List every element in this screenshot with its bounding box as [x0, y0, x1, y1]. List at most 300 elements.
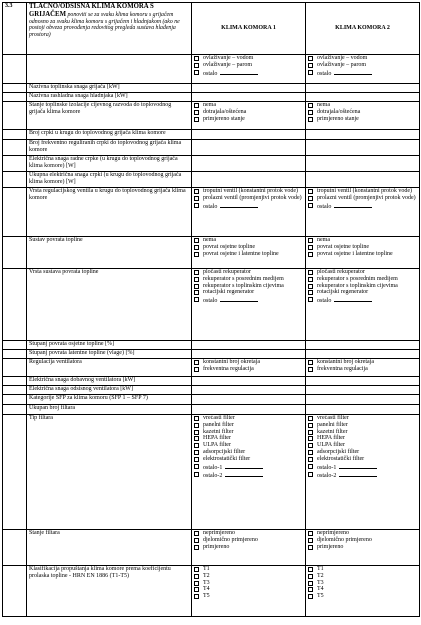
checkbox-option[interactable]: [194, 269, 303, 276]
checkbox-icon[interactable]: [308, 416, 313, 421]
table-row: [3, 405, 420, 415]
checkbox-icon[interactable]: [308, 581, 313, 586]
option-label: povrat osjetne i latentne topline: [203, 250, 279, 257]
header-row: [3, 3, 420, 55]
checkbox-icon[interactable]: [308, 367, 313, 372]
row-label: Broj frekventno reguliranih crpki do toplovodnog grijača klima komore: [27, 140, 192, 156]
option-label: nema: [203, 102, 216, 108]
checkbox-option[interactable]: [308, 188, 417, 195]
checkbox-option[interactable]: [194, 530, 303, 537]
checkbox-option[interactable]: [308, 244, 417, 251]
checkbox-option[interactable]: [194, 415, 303, 422]
checkbox-icon[interactable]: [308, 117, 313, 122]
option-label: primjereno stanje: [317, 115, 359, 122]
checkbox-option[interactable]: [194, 244, 303, 251]
option-label: T5: [203, 593, 210, 600]
checkbox-icon[interactable]: [194, 290, 199, 295]
checkbox-icon[interactable]: [194, 70, 199, 75]
checkbox-option[interactable]: [194, 573, 303, 580]
option-label: T4: [203, 586, 210, 593]
options-cell-klima-komora-1: [192, 386, 306, 395]
checkbox-icon[interactable]: [308, 103, 313, 108]
option-label: panelni filter: [317, 421, 348, 428]
option-label: ostalo: [203, 202, 303, 211]
checkbox-icon[interactable]: [308, 290, 313, 295]
checkbox-option[interactable]: [308, 289, 417, 296]
checkbox-icon[interactable]: [308, 472, 313, 477]
checkbox-icon[interactable]: [194, 103, 199, 108]
table-row: [3, 102, 420, 130]
option-label: HEPA filter: [317, 435, 345, 442]
checkbox-option[interactable]: [194, 566, 303, 573]
checkbox-icon[interactable]: [194, 538, 199, 543]
checkbox-icon[interactable]: [194, 203, 199, 208]
checkbox-option[interactable]: [194, 55, 303, 62]
option-label: HEPA filter: [203, 435, 231, 442]
checkbox-option[interactable]: [308, 366, 417, 373]
table-row: [3, 130, 420, 140]
row-number-cell: [3, 350, 27, 359]
checkbox-icon[interactable]: [308, 587, 313, 592]
option-label: povrat osjetne topline: [317, 243, 369, 250]
checkbox-option[interactable]: [308, 580, 417, 587]
checkbox-option[interactable]: [308, 442, 417, 449]
checkbox-option[interactable]: [194, 289, 303, 296]
options-cell-klima-komora-2: [306, 566, 420, 617]
checkbox-icon[interactable]: [308, 297, 313, 302]
checkbox-option[interactable]: [308, 55, 417, 62]
option-label: dotrajala/oštećena: [317, 108, 361, 115]
table-row: [3, 395, 420, 405]
table-row: [3, 140, 420, 156]
checkbox-option[interactable]: [194, 62, 303, 69]
checkbox-option[interactable]: [194, 593, 303, 600]
row-label: Klasifikacija propuštanja klima komore prema koeficijentu prolaska topline - HRN EN 1886 (T1-T5): [27, 566, 192, 617]
options-cell-klima-komora-1: [192, 341, 306, 350]
checkbox-icon[interactable]: [308, 443, 313, 448]
option-label: nema: [317, 237, 330, 243]
checkbox-option[interactable]: [194, 237, 303, 244]
option-label: T2: [317, 572, 324, 579]
checkbox-icon[interactable]: [308, 423, 313, 428]
klima-komora-table: [2, 2, 420, 617]
table-row: [3, 269, 420, 341]
checkbox-icon[interactable]: [308, 574, 313, 579]
checkbox-option[interactable]: [194, 586, 303, 593]
checkbox-icon[interactable]: [308, 450, 313, 455]
checkbox-icon[interactable]: [194, 189, 199, 194]
checkbox-option[interactable]: [194, 537, 303, 544]
row-label: Ukupan broj filtara: [27, 405, 192, 415]
row-label: Električna snaga dobavnog ventilatora [kW]: [27, 377, 192, 386]
checkbox-icon[interactable]: [308, 538, 313, 543]
option-label: frekventna regulacija: [203, 365, 254, 372]
row-number-cell: [3, 140, 27, 156]
checkbox-option[interactable]: [194, 366, 303, 373]
fill-in-line[interactable]: [220, 202, 258, 208]
checkbox-option[interactable]: [194, 471, 303, 480]
fill-in-line[interactable]: [334, 202, 372, 208]
row-number-cell: [3, 55, 27, 84]
options-cell-klima-komora-2: [306, 102, 420, 130]
column-header-klima-komora-1: KLIMA KOMORA 1: [192, 3, 306, 55]
option-label: vrećasti filter: [317, 415, 349, 421]
checkbox-option[interactable]: [308, 359, 417, 366]
column-header-klima-komora-2: KLIMA KOMORA 2: [306, 3, 420, 55]
table-row: [3, 84, 420, 93]
checkbox-option[interactable]: [308, 251, 417, 258]
checkbox-icon[interactable]: [194, 63, 199, 68]
options-cell-klima-komora-2: [306, 386, 420, 395]
checkbox-icon[interactable]: [308, 436, 313, 441]
option-label: nema: [203, 237, 216, 243]
checkbox-icon[interactable]: [194, 457, 199, 462]
option-label: ostalo: [203, 69, 303, 78]
checkbox-option[interactable]: [308, 109, 417, 116]
row-number-cell: [3, 377, 27, 386]
options-cell-klima-komora-1: [192, 140, 306, 156]
checkbox-icon[interactable]: [308, 277, 313, 282]
options-cell-klima-komora-1: [192, 269, 306, 341]
table-row: [3, 237, 420, 269]
options-cell-klima-komora-1: [192, 405, 306, 415]
option-label: ovlaživanje – vodom: [203, 55, 254, 61]
row-label: Broj crpki u krugu do toplovodnog grijača klima komore: [27, 130, 192, 140]
checkbox-icon[interactable]: [308, 238, 313, 243]
checkbox-option[interactable]: [308, 269, 417, 276]
checkbox-option[interactable]: [194, 449, 303, 456]
checkbox-option[interactable]: [308, 586, 417, 593]
checkbox-icon[interactable]: [194, 117, 199, 122]
option-label: panelni filter: [203, 421, 234, 428]
checkbox-option[interactable]: [308, 537, 417, 544]
row-label: Stupanj povrata latentne topline (vlage) [%]: [27, 350, 192, 359]
row-number-cell: [3, 405, 27, 415]
row-label: Ukupna električna snaga crpki (u krugu do toplovodnog grijača klima komore) [W]: [27, 172, 192, 188]
option-label: frekventna regulacija: [317, 365, 368, 372]
options-cell-klima-komora-1: [192, 350, 306, 359]
option-label: neprimjereno: [317, 530, 349, 536]
row-number-cell: [3, 386, 27, 395]
table-row: [3, 172, 420, 188]
checkbox-icon[interactable]: [194, 531, 199, 536]
table-row: [3, 350, 420, 359]
options-cell-klima-komora-2: [306, 350, 420, 359]
checkbox-icon[interactable]: [308, 464, 313, 469]
option-label: primjereno: [203, 543, 230, 550]
row-number-cell: [3, 237, 27, 269]
checkbox-icon[interactable]: [194, 436, 199, 441]
checkbox-icon[interactable]: [194, 443, 199, 448]
option-label: ostalo: [317, 69, 417, 78]
option-label: T3: [203, 579, 210, 586]
checkbox-icon[interactable]: [194, 567, 199, 572]
option-label: T5: [317, 593, 324, 600]
option-label: pločasti rekuperator: [203, 269, 251, 275]
row-number-cell: [3, 395, 27, 405]
options-cell-klima-komora-2: [306, 377, 420, 386]
checkbox-option[interactable]: [308, 296, 417, 305]
option-label: ULPA filter: [203, 442, 231, 449]
fill-in-line[interactable]: [334, 296, 372, 302]
options-cell-klima-komora-2: [306, 172, 420, 188]
options-cell-klima-komora-1: [192, 156, 306, 172]
checkbox-option[interactable]: [194, 202, 303, 211]
checkbox-option[interactable]: [194, 544, 303, 551]
checkbox-icon[interactable]: [194, 238, 199, 243]
checkbox-icon[interactable]: [308, 545, 313, 550]
checkbox-icon[interactable]: [308, 70, 313, 75]
row-label: Kategorije SFP za klima komoru (SFP 1 – SFP 7): [27, 395, 192, 405]
row-number-cell: [3, 269, 27, 341]
checkbox-icon[interactable]: [308, 284, 313, 289]
options-cell-klima-komora-1: [192, 84, 306, 93]
options-cell-klima-komora-2: [306, 269, 420, 341]
checkbox-icon[interactable]: [308, 245, 313, 250]
checkbox-option[interactable]: [308, 566, 417, 573]
option-label: ostalo-2: [317, 471, 417, 480]
options-cell-klima-komora-2: [306, 84, 420, 93]
row-label: Stanje filtara: [27, 530, 192, 566]
checkbox-icon[interactable]: [308, 270, 313, 275]
row-label: Nazivna toplinska snaga grijača [kW]: [27, 84, 192, 93]
table-row: [3, 377, 420, 386]
checkbox-icon[interactable]: [194, 587, 199, 592]
options-cell-klima-komora-1: [192, 530, 306, 566]
section-title: TLAČNO/ODSISNA KLIMA KOMORA S GRIJAČEM: [29, 3, 154, 18]
checkbox-icon[interactable]: [308, 189, 313, 194]
row-number-cell: [3, 93, 27, 102]
row-number-cell: [3, 415, 27, 530]
fill-in-line[interactable]: [339, 471, 377, 477]
fill-in-line[interactable]: [225, 463, 263, 469]
option-label: primjereno: [317, 543, 344, 550]
checkbox-option[interactable]: [194, 456, 303, 463]
option-label: elektrostatički filter: [203, 455, 251, 462]
checkbox-icon[interactable]: [194, 464, 199, 469]
option-label: kazetni filter: [203, 428, 234, 435]
checkbox-icon[interactable]: [194, 360, 199, 365]
row-number-cell: [3, 172, 27, 188]
table-row: [3, 341, 420, 350]
checkbox-option[interactable]: [308, 62, 417, 69]
options-cell-klima-komora-2: [306, 530, 420, 566]
checkbox-icon[interactable]: [194, 196, 199, 201]
checkbox-icon[interactable]: [194, 284, 199, 289]
option-label: djelomično primjereno: [203, 536, 258, 543]
checkbox-option[interactable]: [308, 283, 417, 290]
table-row: [3, 386, 420, 395]
checkbox-icon[interactable]: [308, 63, 313, 68]
option-label: rekuperator s toplinskim cijevima: [317, 282, 398, 289]
checkbox-icon[interactable]: [194, 56, 199, 61]
checkbox-option[interactable]: [194, 195, 303, 202]
option-label: ostalo-1: [317, 463, 417, 472]
checkbox-option[interactable]: [308, 593, 417, 600]
checkbox-option[interactable]: [308, 456, 417, 463]
fill-in-line[interactable]: [334, 69, 372, 75]
checkbox-icon[interactable]: [308, 203, 313, 208]
options-cell-klima-komora-1: [192, 395, 306, 405]
option-label: ostalo: [203, 296, 303, 305]
checkbox-option[interactable]: [194, 109, 303, 116]
checkbox-option[interactable]: [308, 463, 417, 472]
options-cell-klima-komora-1: [192, 130, 306, 140]
row-number-cell: [3, 566, 27, 617]
option-label: rekuperator s toplinskim cijevima: [203, 282, 284, 289]
checkbox-option[interactable]: [308, 530, 417, 537]
row-label: Nazivna rashladna snaga hladnjaka [kW]: [27, 93, 192, 102]
option-label: povrat osjetne i latentne topline: [317, 250, 393, 257]
checkbox-icon[interactable]: [194, 270, 199, 275]
checkbox-icon[interactable]: [194, 423, 199, 428]
option-label: konstantni broj okretaja: [317, 359, 374, 365]
checkbox-icon[interactable]: [308, 594, 313, 599]
checkbox-option[interactable]: [194, 422, 303, 429]
fill-in-line[interactable]: [220, 296, 258, 302]
option-label: pločasti rekuperator: [317, 269, 365, 275]
checkbox-icon[interactable]: [308, 110, 313, 115]
checkbox-icon[interactable]: [308, 252, 313, 257]
options-cell-klima-komora-1: [192, 55, 306, 84]
checkbox-icon[interactable]: [194, 545, 199, 550]
options-cell-klima-komora-1: [192, 188, 306, 237]
table-row: [3, 55, 420, 84]
option-label: rekuperator s posrednim medijem: [317, 275, 398, 282]
option-label: T3: [317, 579, 324, 586]
option-label: ostalo: [317, 296, 417, 305]
checkbox-option[interactable]: [308, 544, 417, 551]
checkbox-option[interactable]: [308, 471, 417, 480]
option-label: T4: [317, 586, 324, 593]
checkbox-option[interactable]: [308, 237, 417, 244]
checkbox-icon[interactable]: [194, 297, 199, 302]
options-cell-klima-komora-1: [192, 415, 306, 530]
row-number-cell: [3, 156, 27, 172]
option-label: neprimjereno: [203, 530, 235, 536]
checkbox-icon[interactable]: [308, 360, 313, 365]
checkbox-icon[interactable]: [308, 531, 313, 536]
checkbox-option[interactable]: [194, 276, 303, 283]
checkbox-option[interactable]: [194, 251, 303, 258]
checkbox-icon[interactable]: [308, 56, 313, 61]
option-label: prolazni ventil (promjenjivi protok vode): [203, 194, 302, 201]
checkbox-icon[interactable]: [194, 416, 199, 421]
table-body: [3, 3, 420, 617]
row-label: Električna snaga odsisnog ventilatora [kW]: [27, 386, 192, 395]
options-cell-klima-komora-2: [306, 395, 420, 405]
checkbox-option[interactable]: [194, 463, 303, 472]
options-cell-klima-komora-2: [306, 359, 420, 377]
options-cell-klima-komora-1: [192, 93, 306, 102]
options-cell-klima-komora-2: [306, 237, 420, 269]
row-label: Stanje toplinske izolacije cijevnog razvoda do toplovodnog grijača klima komore: [27, 102, 192, 130]
checkbox-icon[interactable]: [194, 110, 199, 115]
option-label: kazetni filter: [317, 428, 348, 435]
checkbox-option[interactable]: [194, 69, 303, 78]
checkbox-option[interactable]: [194, 359, 303, 366]
option-label: ovlaživanje – parom: [317, 61, 366, 68]
checkbox-option[interactable]: [194, 188, 303, 195]
checkbox-icon[interactable]: [194, 277, 199, 282]
option-label: rotacijski regenerator: [203, 289, 255, 296]
checkbox-option[interactable]: [194, 283, 303, 290]
fill-in-line[interactable]: [225, 471, 263, 477]
checkbox-icon[interactable]: [308, 430, 313, 435]
option-label: troputni ventil (konstantni protok vode): [317, 188, 412, 194]
option-label: nema: [317, 102, 330, 108]
checkbox-icon[interactable]: [194, 367, 199, 372]
fill-in-line[interactable]: [339, 463, 377, 469]
checkbox-option[interactable]: [308, 195, 417, 202]
checkbox-icon[interactable]: [308, 457, 313, 462]
checkbox-option[interactable]: [308, 276, 417, 283]
checkbox-option[interactable]: [194, 102, 303, 109]
row-label: Regulacija ventilatora: [27, 359, 192, 377]
option-label: djelomično primjereno: [317, 536, 372, 543]
checkbox-icon[interactable]: [194, 450, 199, 455]
checkbox-icon[interactable]: [308, 567, 313, 572]
table-row: [3, 93, 420, 102]
option-label: ovlaživanje – parom: [203, 61, 252, 68]
checkbox-icon[interactable]: [194, 472, 199, 477]
checkbox-icon[interactable]: [194, 594, 199, 599]
checkbox-option[interactable]: [308, 69, 417, 78]
section-number: 3.3: [3, 3, 27, 55]
options-cell-klima-komora-2: [306, 188, 420, 237]
checkbox-option[interactable]: [308, 449, 417, 456]
checkbox-icon[interactable]: [194, 574, 199, 579]
row-number-cell: [3, 359, 27, 377]
option-label: adsorpcijski filter: [203, 448, 246, 455]
checkbox-option[interactable]: [194, 296, 303, 305]
checkbox-option[interactable]: [308, 202, 417, 211]
options-cell-klima-komora-1: [192, 566, 306, 617]
section-subtitle: ponoviti se za svaku klima komoru s grijačem odnosno za svaku klima komoru s grijačem i hladnjakom (ako ne postoji obveza provođenja redovitog pregleda sustava hlađenja prostora): [29, 11, 180, 39]
checkbox-option[interactable]: [308, 422, 417, 429]
checkbox-icon[interactable]: [308, 196, 313, 201]
option-label: T1: [317, 566, 324, 572]
table-row: [3, 530, 420, 566]
checkbox-icon[interactable]: [194, 252, 199, 257]
option-label: rekuperator s posrednim medijem: [203, 275, 284, 282]
checkbox-option[interactable]: [308, 573, 417, 580]
fill-in-line[interactable]: [220, 69, 258, 75]
option-label: ostalo-1: [203, 463, 303, 472]
row-label: Vrsta regulacijskog ventila u krugu do toplovodnog grijača klima komore: [27, 188, 192, 237]
row-label: [27, 55, 192, 84]
section-heading: [27, 3, 192, 55]
checkbox-icon[interactable]: [194, 581, 199, 586]
checkbox-icon[interactable]: [194, 430, 199, 435]
row-number-cell: [3, 130, 27, 140]
table-row: [3, 156, 420, 172]
option-label: ovlaživanje – vodom: [317, 55, 368, 61]
table-row: [3, 188, 420, 237]
row-number-cell: [3, 341, 27, 350]
options-cell-klima-komora-2: [306, 405, 420, 415]
row-label: Tip filtara: [27, 415, 192, 530]
option-label: T2: [203, 572, 210, 579]
checkbox-option[interactable]: [308, 102, 417, 109]
checkbox-option[interactable]: [308, 415, 417, 422]
checkbox-option[interactable]: [308, 116, 417, 123]
checkbox-option[interactable]: [194, 442, 303, 449]
row-number-cell: [3, 102, 27, 130]
checkbox-option[interactable]: [194, 580, 303, 587]
checkbox-option[interactable]: [194, 116, 303, 123]
checkbox-icon[interactable]: [194, 245, 199, 250]
